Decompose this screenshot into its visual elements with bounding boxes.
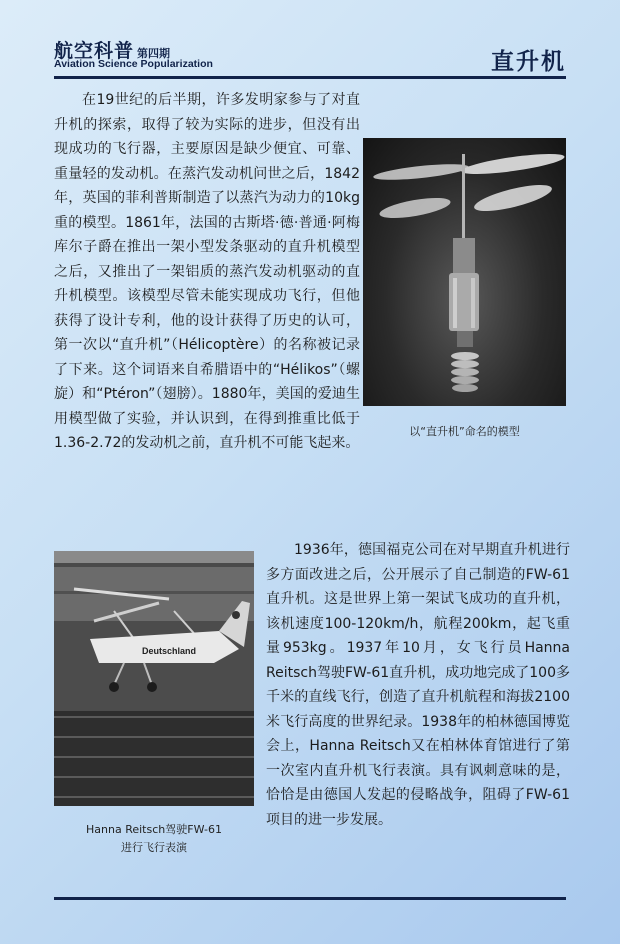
figure1-caption: 以“直升机”命名的模型 <box>409 425 520 438</box>
magazine-issue: 第四期 <box>137 47 171 60</box>
section-title: 直升机 <box>491 49 566 75</box>
figure-helicopter-model <box>363 138 566 406</box>
plane-label: Deutschland <box>142 646 197 656</box>
article-paragraph-1: 在19世纪的后半期，许多发明家参与了对直升机的探索，取得了较为实际的进步，但没有出现成功的飞行器，主要原因是缺少便宜、可靠、重量轻的发动机。在蒸汽发动机问世之后，1842年，英国的菲利普斯制造了以蒸汽为动力的10kg重的模型。1861年，法国的古斯塔·德·普通·阿梅库尔子爵在推出一架小型发条驱动的直升机模型之后，又推出了一架铝质的蒸汽发动机驱动的直升机模型。该模型尽管未能实现成功飞行，但他获得了设计专利，他的设计获得了历史的认可，第一次以“直升机”（Hélicoptère）的名称被记录了下来。这个词语来自希腊语中的“Hélikos”（螺旋）和“Ptéron”（翅膀）。1880年，美国的爱迪生用模型做了实验，并认识到，在得到推重比低于1.36-2.72的发动机之前，直升机不可能飞起来。 <box>54 92 360 451</box>
figure2-caption <box>54 821 254 857</box>
figure-fw61-flight <box>54 551 254 806</box>
magazine-name: 航空科普 <box>54 40 135 62</box>
footer-rule <box>54 897 566 900</box>
header-rule <box>54 76 566 79</box>
figure2-caption-line1: Hanna Reitsch驾驶FW-61 <box>86 823 222 836</box>
article-paragraph-2: 1936年，德国福克公司在对早期直升机进行多方面改进之后，公开展示了自己制造的FW-61直升机。这是世界上第一架试飞成功的直升机，该机速度100-120km/h，航程200km，起飞重量953kg。1937年10月，女飞行员Hanna Reitsch驾驶FW-61直升机，成功地完成了100多千米的直线飞行，创造了直升机航程和海拔2100米飞行高度的世界纪录。1938年的柏林德国博览会上，Hanna Reitsch又在柏林体育馆进行了第一次室内直升机飞行表演。具有讽刺意味的是，恰恰是由德国人发起的侵略战争，阻碍了FW-61项目的进一步发展。 <box>266 542 570 828</box>
figure2-caption-line2: 进行飞行表演 <box>121 841 187 854</box>
magazine-name-en: Aviation Science Popularization <box>54 58 213 70</box>
